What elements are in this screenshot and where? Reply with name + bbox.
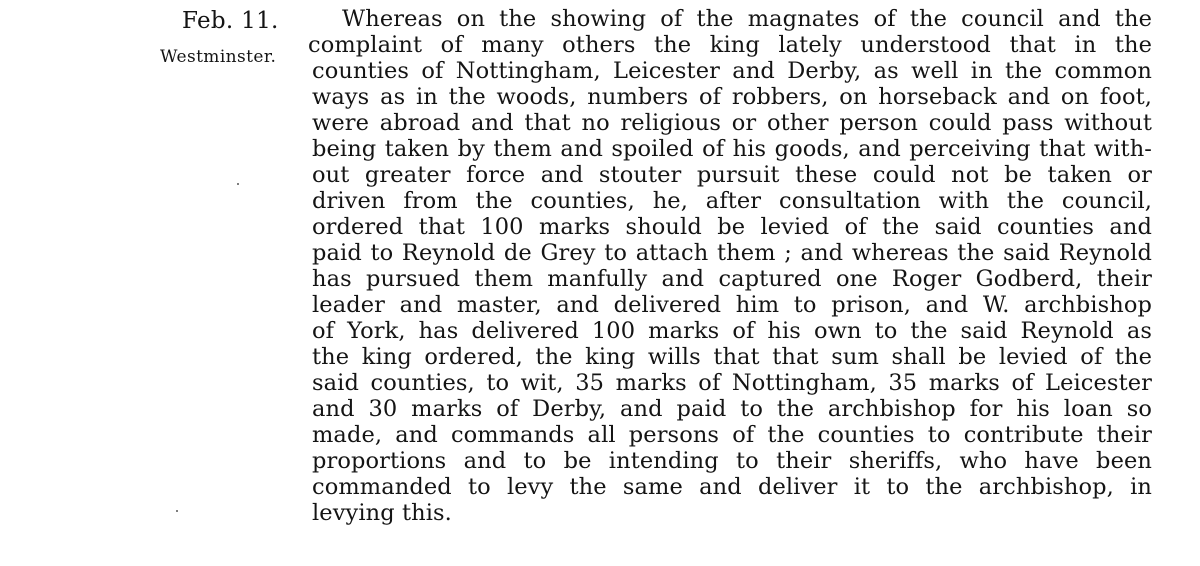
text-line: complaint of many others the king lately understood that in the xyxy=(308,32,1152,58)
text-line: proportions and to be intending to their sheriffs, who have been xyxy=(312,448,1152,474)
text-line: Whereas on the showing of the magnates of the council and the xyxy=(342,6,1152,32)
entry-text xyxy=(308,6,1152,526)
text-line: commanded to levy the same and deliver it to the archbishop, in xyxy=(312,474,1152,500)
text-line: were abroad and that no religious or other person could pass without xyxy=(312,110,1152,136)
scan-speck xyxy=(176,510,178,512)
text-line: driven from the counties, he, after consultation with the council, xyxy=(312,188,1152,214)
text-line: leader and master, and delivered him to prison, and W. archbishop xyxy=(312,292,1152,318)
entry-date: Feb. 11. xyxy=(182,8,279,34)
text-line: ways as in the woods, numbers of robbers, on horseback and on foot, xyxy=(312,84,1152,110)
entry-place: Westminster. xyxy=(160,47,277,67)
text-line: made, and commands all persons of the counties to contribute their xyxy=(312,422,1152,448)
text-line: ordered that 100 marks should be levied of the said counties and xyxy=(312,214,1152,240)
text-line: out greater force and stouter pursuit these could not be taken or xyxy=(312,162,1152,188)
text-line: levying this. xyxy=(312,500,452,526)
text-line: and 30 marks of Derby, and paid to the archbishop for his loan so xyxy=(312,396,1152,422)
text-line: said counties, to wit, 35 marks of Nottingham, 35 marks of Leicester xyxy=(312,370,1152,396)
text-line: counties of Nottingham, Leicester and Derby, as well in the common xyxy=(312,58,1152,84)
scan-speck xyxy=(237,183,239,185)
text-line: paid to Reynold de Grey to attach them ; and whereas the said Reynold xyxy=(312,240,1152,266)
text-line: of York, has delivered 100 marks of his own to the said Reynold as xyxy=(312,318,1152,344)
text-line: being taken by them and spoiled of his goods, and perceiving that with- xyxy=(312,136,1152,162)
text-line: the king ordered, the king wills that that sum shall be levied of the xyxy=(312,344,1152,370)
text-line: has pursued them manfully and captured one Roger Godberd, their xyxy=(312,266,1152,292)
